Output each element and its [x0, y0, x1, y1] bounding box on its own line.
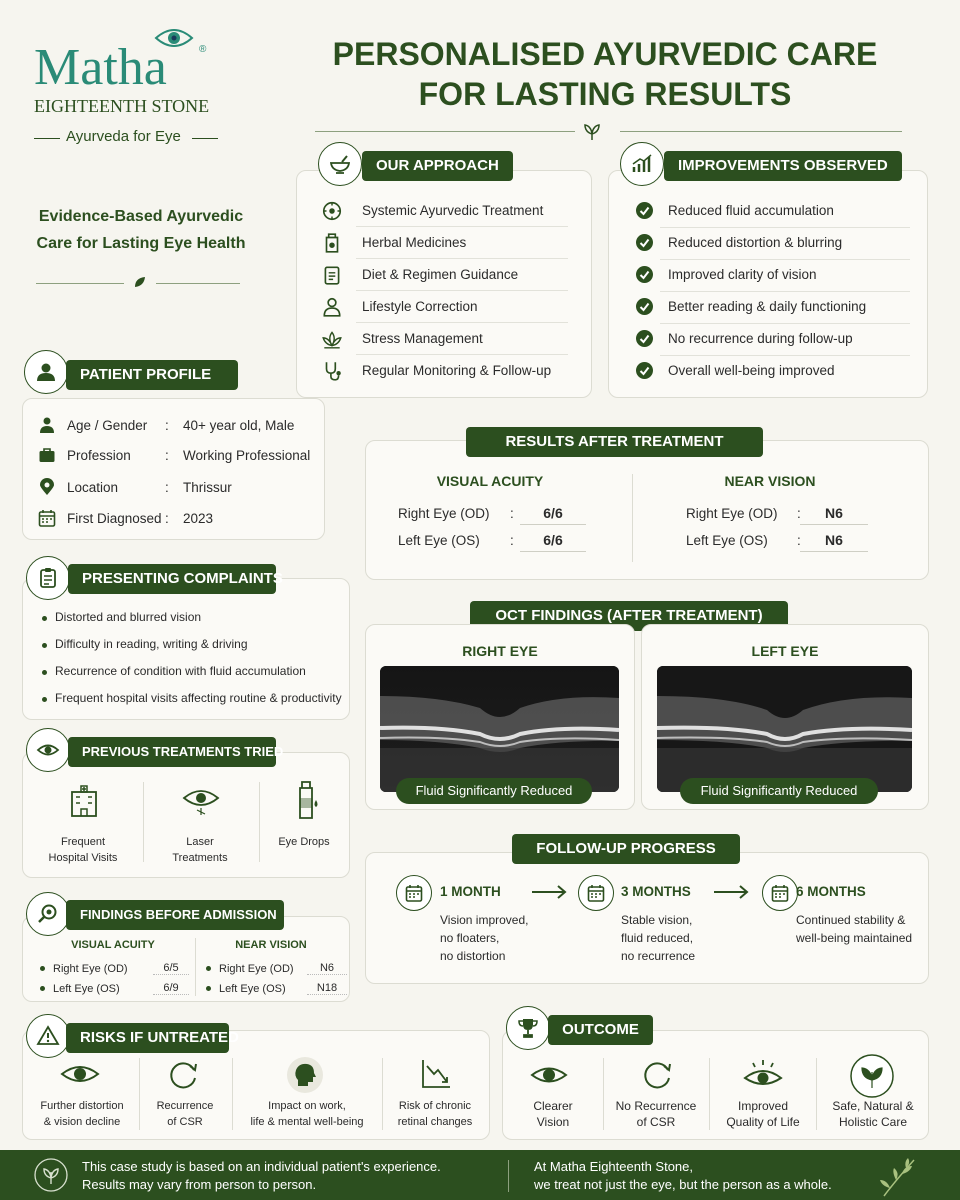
previous-item-laser: Laser Treatments: [172, 836, 228, 864]
person-icon: [321, 296, 343, 318]
hospital-icon: [66, 782, 102, 823]
outcome-item-safe: Safe, Natural & Holistic Care: [832, 1099, 914, 1129]
leaf-small-icon: [132, 274, 148, 295]
page-title: [300, 34, 910, 114]
user-small-icon: [38, 416, 56, 434]
eye-icon: [26, 728, 70, 772]
improvement-item: Overall well-being improved: [668, 363, 835, 378]
profile-value: 2023: [183, 511, 214, 526]
results-nv-left-sep: :: [797, 533, 801, 548]
findings-nv-title: NEAR VISION: [235, 939, 307, 951]
page-title-line1: PERSONALISED AYURVEDIC CARE: [332, 36, 878, 72]
risk-item-recurrence: Recurrence of CSR: [156, 1100, 214, 1128]
approach-item: Systemic Ayurvedic Treatment: [362, 203, 544, 218]
improvements-title: IMPROVEMENTS OBSERVED: [664, 151, 902, 181]
outcome-item-clearer: Clearer Vision: [533, 1099, 573, 1129]
profile-value: Thrissur: [183, 480, 232, 495]
results-va-right-value: 6/6: [520, 505, 586, 525]
systemic-icon: [321, 200, 343, 222]
eye-risk-icon: [60, 1060, 100, 1093]
outcome-title: OUTCOME: [548, 1015, 653, 1045]
check-icon: [636, 266, 653, 283]
improvement-item: No recurrence during follow-up: [668, 331, 853, 346]
mortar-icon: [318, 142, 362, 186]
diet-clipboard-icon: [321, 264, 343, 286]
complaint-item: Difficulty in reading, writing & driving: [55, 637, 248, 651]
findings-nv-right: Right Eye (OD) N6: [206, 962, 347, 975]
results-va-left-sep: :: [510, 533, 514, 548]
findings-title: FINDINGS BEFORE ADMISSION: [66, 900, 284, 930]
profile-sep: :: [165, 511, 169, 526]
trophy-icon: [506, 1006, 550, 1050]
location-pin-icon: [38, 478, 56, 496]
results-title: RESULTS AFTER TREATMENT: [466, 427, 763, 457]
results-nv-left-value: N6: [800, 532, 868, 552]
results-nv-right-value: N6: [800, 505, 868, 525]
eye-drops-icon: [292, 780, 320, 825]
calendar-step-icon: [578, 875, 614, 911]
results-va-right-label: Right Eye (OD): [398, 506, 490, 521]
followup-period: 3 MONTHS: [621, 884, 691, 899]
chart-decline-icon: [420, 1058, 452, 1095]
herb-sprig-icon: [876, 1156, 918, 1200]
arrow-right-icon: [714, 884, 750, 905]
profile-label: Age / Gender: [67, 418, 148, 433]
no-recurrence-icon: [640, 1058, 674, 1097]
complaint-item: Frequent hospital visits affecting routine & productivity: [55, 691, 342, 705]
briefcase-icon: [38, 446, 56, 464]
oct-right-scan: [380, 666, 619, 792]
intro-line2: Care for Lasting Eye Health: [36, 235, 246, 252]
lotus-icon: [321, 328, 343, 350]
oct-title: OCT FINDINGS (AFTER TREATMENT): [470, 601, 788, 631]
check-icon: [636, 202, 653, 219]
followup-detail: fluid reduced,: [621, 931, 694, 945]
followup-detail: no distortion: [440, 949, 506, 963]
page-title-line2: FOR LASTING RESULTS: [418, 76, 792, 112]
brand-tagline: Ayurveda for Eye: [66, 128, 181, 145]
approach-item: Regular Monitoring & Follow-up: [362, 363, 552, 378]
herbal-bottle-icon: [321, 232, 343, 254]
user-icon: [24, 350, 68, 394]
findings-va-left: Left Eye (OS) 6/9: [40, 982, 189, 995]
head-brain-icon: [286, 1056, 324, 1099]
footer-mission: At Matha Eighteenth Stone, we treat not just the eye, but the person as a whole.: [534, 1159, 832, 1192]
profile-title: PATIENT PROFILE: [66, 360, 238, 390]
calendar-step-icon: [396, 875, 432, 911]
results-va-left-label: Left Eye (OS): [398, 533, 480, 548]
approach-title: OUR APPROACH: [362, 151, 513, 181]
bullet-dot: [42, 616, 47, 621]
arrow-right-icon: [532, 884, 568, 905]
oct-left-caption: Fluid Significantly Reduced: [680, 778, 878, 804]
risk-item-chronic: Risk of chronic retinal changes: [397, 1100, 473, 1128]
brand-registered: ®: [199, 44, 207, 55]
approach-item: Lifestyle Correction: [362, 299, 478, 314]
brand-name: Matha: [34, 39, 167, 96]
stethoscope-icon: [321, 360, 343, 382]
outcome-item-quality: Improved Quality of Life: [726, 1099, 800, 1129]
laser-eye-icon: [182, 784, 220, 821]
findings-va-title: VISUAL ACUITY: [71, 939, 155, 951]
previous-title: PREVIOUS TREATMENTS TRIED: [68, 737, 276, 767]
previous-item-hospital: Frequent Hospital Visits: [48, 836, 118, 864]
followup-detail: no floaters,: [440, 931, 500, 945]
improvement-item: Improved clarity of vision: [668, 267, 817, 282]
risks-title: RISKS IF UNTREATED: [66, 1023, 229, 1053]
check-icon: [636, 234, 653, 251]
results-nv-title: NEAR VISION: [724, 473, 816, 489]
risk-item-impact: Impact on work, life & mental well-being: [250, 1100, 364, 1128]
outcome-item-recurrence: No Recurrence of CSR: [615, 1099, 697, 1129]
findings-nv-left: Left Eye (OS) N18: [206, 982, 347, 995]
results-va-right-sep: :: [510, 506, 514, 521]
followup-title: FOLLOW-UP PROGRESS: [512, 834, 740, 864]
improvement-item: Reduced fluid accumulation: [668, 203, 834, 218]
oct-right-title: RIGHT EYE: [462, 643, 538, 659]
check-icon: [636, 362, 653, 379]
approach-item: Stress Management: [362, 331, 483, 346]
profile-sep: :: [165, 418, 169, 433]
oct-right-caption: Fluid Significantly Reduced: [396, 778, 592, 804]
followup-detail: Vision improved,: [440, 913, 529, 927]
clear-eye-icon: [530, 1062, 568, 1093]
leaf-footer-icon: [34, 1158, 68, 1197]
profile-value: 40+ year old, Male: [183, 418, 295, 433]
intro-line1: Evidence-Based Ayurvedic: [38, 208, 244, 225]
approach-item: Diet & Regimen Guidance: [362, 267, 519, 282]
oct-left-scan: [657, 666, 912, 792]
recurrence-icon: [166, 1058, 200, 1097]
complaint-item: Distorted and blurred vision: [55, 610, 202, 624]
followup-detail: Stable vision,: [621, 913, 693, 927]
followup-detail: Continued stability &: [796, 913, 906, 927]
profile-sep: :: [165, 480, 169, 495]
followup-detail: no recurrence: [621, 949, 696, 963]
improvement-item: Reduced distortion & blurring: [668, 235, 843, 250]
profile-sep: :: [165, 448, 169, 463]
followup-detail: well-being maintained: [796, 931, 913, 945]
results-nv-right-label: Right Eye (OD): [686, 506, 778, 521]
warning-icon: [26, 1014, 70, 1058]
profile-value: Working Professional: [183, 448, 311, 463]
calendar-step-icon: [762, 875, 798, 911]
profile-label: Profession: [67, 448, 131, 463]
magnifier-icon: [26, 892, 70, 936]
results-va-title: VISUAL ACUITY: [436, 473, 544, 489]
improvement-item: Better reading & daily functioning: [668, 299, 867, 314]
bullet-dot: [42, 670, 47, 675]
followup-period: 6 MONTHS: [796, 884, 866, 899]
previous-item-drops: Eye Drops: [278, 836, 330, 848]
profile-label: Location: [67, 480, 119, 495]
calendar-icon: [38, 509, 56, 527]
risk-item-distortion: Further distortion & vision decline: [40, 1100, 124, 1128]
footer-disclaimer: This case study is based on an individual patient's experience. Results may vary from person to person.: [82, 1159, 441, 1192]
complaint-item: Recurrence of condition with fluid accumulation: [55, 664, 306, 678]
followup-period: 1 MONTH: [440, 884, 501, 899]
chart-growth-icon: [620, 142, 664, 186]
oct-left-title: LEFT EYE: [751, 643, 819, 659]
brand-sub: EIGHTEENTH STONE: [34, 96, 210, 116]
complaints-title: PRESENTING COMPLAINTS: [68, 564, 276, 594]
bullet-dot: [42, 643, 47, 648]
results-nv-left-label: Left Eye (OS): [686, 533, 768, 548]
approach-item: Herbal Medicines: [362, 235, 467, 250]
findings-va-right: Right Eye (OD) 6/5: [40, 962, 189, 975]
intro-text: [24, 203, 258, 257]
check-icon: [636, 330, 653, 347]
check-icon: [636, 298, 653, 315]
profile-label: First Diagnosed: [67, 511, 162, 526]
leaf-natural-icon: [850, 1054, 894, 1103]
clipboard-icon: [26, 556, 70, 600]
bullet-dot: [42, 697, 47, 702]
results-nv-right-sep: :: [797, 506, 801, 521]
quality-eye-icon: [743, 1058, 783, 1095]
results-va-left-value: 6/6: [520, 532, 586, 552]
leaf-divider-icon: [580, 120, 604, 149]
